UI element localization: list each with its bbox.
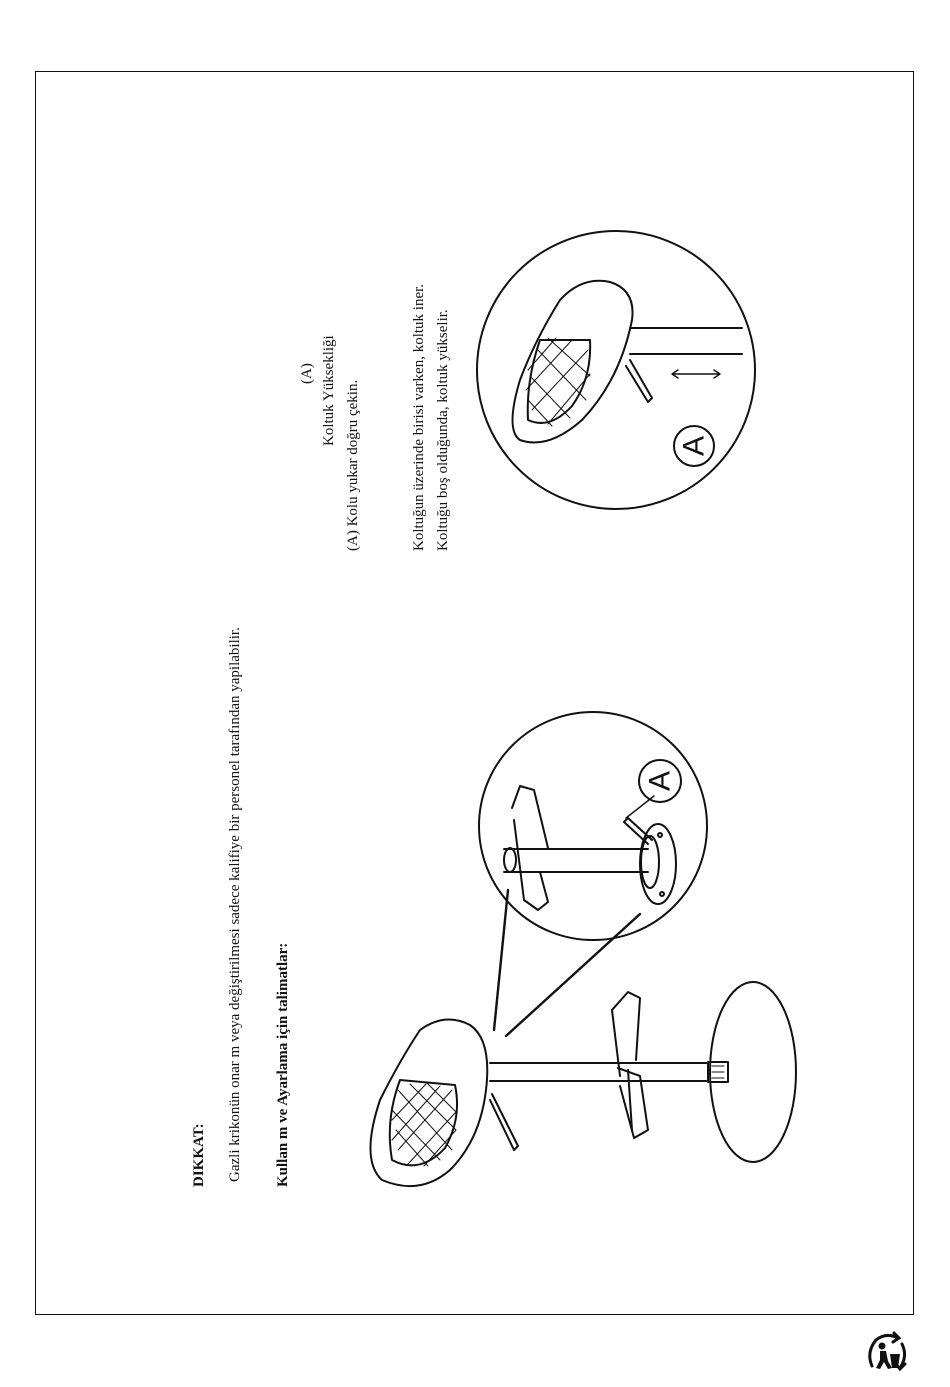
seat-height-title: Koltuk Yüksekliği: [321, 335, 337, 446]
seat-height-label-a: (A): [299, 363, 315, 384]
usage-heading: Kullan m ve Ayarlama için talimatlar:: [275, 942, 291, 1187]
seat-rises-text: Koltuğu boş olduğunda, koltuk yükselir.: [435, 309, 451, 551]
seat-height-instruction: (A) Kolu yukar doğru çekin.: [345, 379, 361, 551]
seat-lowers-text: Koltuğun üzerinde birisi varken, koltuk iner.: [411, 283, 427, 551]
warning-text: Gazli krikonün onar m veya değiştirilmesi sadece kalifiye bir personel tarafından yapilabilir.: [227, 627, 243, 1182]
detail-letter-a-2: A: [677, 435, 711, 457]
recycling-person-icon: [862, 1328, 912, 1378]
warning-heading: DIKKAT:: [191, 1123, 207, 1187]
detail-letter-a-1: A: [643, 770, 677, 792]
